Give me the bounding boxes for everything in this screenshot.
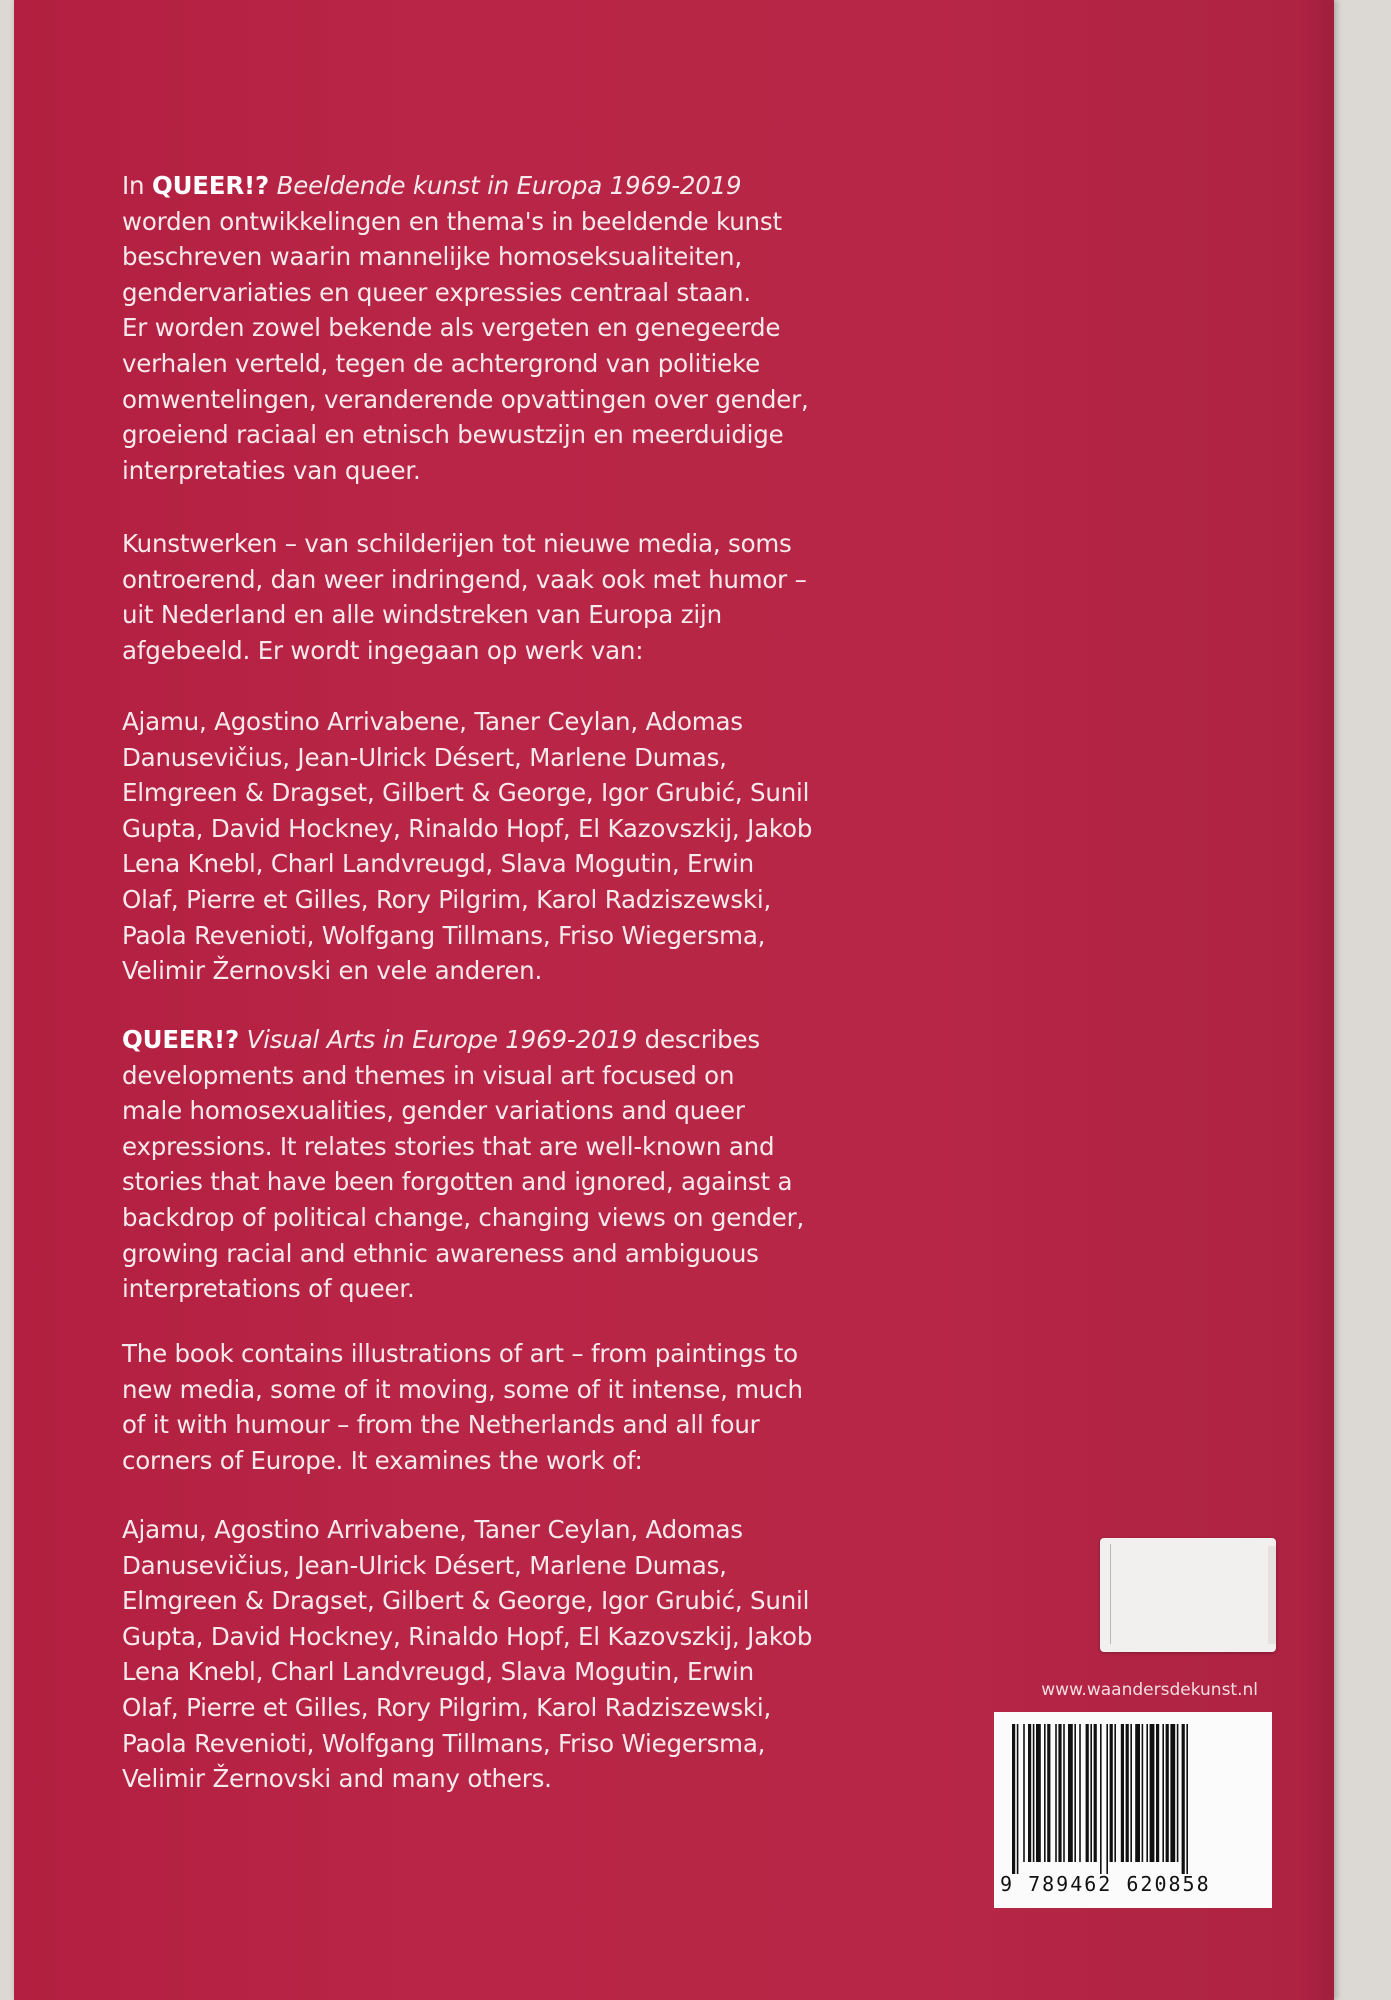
barcode-bar	[1028, 1724, 1031, 1862]
sticker-fold-line	[1110, 1544, 1111, 1644]
text-line: worden ontwikkelingen en thema's in beeldende kunst	[122, 206, 782, 236]
text-line: Kunstwerken – van schilderijen tot nieuwe media, soms	[122, 529, 792, 558]
barcode-bar	[1017, 1724, 1019, 1874]
text-line: Gupta, David Hockney, Rinaldo Hopf, El Kazovszkij, Jakob	[122, 813, 813, 843]
barcode-bar	[1114, 1724, 1116, 1862]
english-intro-first-line	[122, 1022, 882, 1058]
barcode-bar	[1058, 1724, 1061, 1862]
barcode-bar	[1126, 1724, 1129, 1862]
text-line: Paola Revenioti, Wolfgang Tillmans, Friso Wiegersma,	[122, 920, 766, 950]
english-book-title-bold: QUEER!?	[122, 1025, 240, 1054]
barcode-bars	[1012, 1724, 1254, 1874]
text-line: Er worden zowel bekende als vergeten en genegeerde	[122, 313, 781, 343]
text-line: backdrop of political change, changing views on gender,	[122, 1202, 805, 1232]
text-line: interpretations of queer.	[122, 1274, 415, 1304]
barcode-bar	[1166, 1724, 1169, 1862]
english-book-title-italic: Visual Arts in Europe 1969-2019	[239, 1025, 638, 1054]
isbn-barcode	[994, 1712, 1272, 1908]
text-line: groeiend raciaal en etnisch bewustzijn en meerduidige	[122, 420, 784, 450]
text-line: Danusevičius, Jean-Ulrick Désert, Marlene Dumas,	[122, 1550, 727, 1580]
barcode-bar	[1086, 1724, 1089, 1862]
text-line: new media, some of it moving, some of it intense, much	[122, 1374, 803, 1404]
text-line: stories that have been forgotten and ignored, against a	[122, 1167, 793, 1197]
text-line: Velimir Žernovski and many others.	[122, 1764, 552, 1794]
english-intro-suffix: describes	[637, 1025, 760, 1054]
text-line: Elmgreen & Dragset, Gilbert & George, Igor Grubić, Sunil	[122, 778, 810, 808]
barcode-bar	[1146, 1724, 1148, 1862]
english-artists-list	[122, 1512, 882, 1797]
barcode-bar	[1142, 1724, 1144, 1862]
barcode-bar	[1079, 1724, 1081, 1862]
barcode-bar	[1177, 1724, 1179, 1862]
barcode-bar	[1047, 1724, 1050, 1862]
dutch-artworks-paragraph	[122, 526, 882, 668]
barcode-bar	[1033, 1724, 1035, 1862]
isbn-digits: 9 789462 620858	[1000, 1872, 1211, 1896]
barcode-bar	[1130, 1724, 1132, 1862]
barcode-bar	[1044, 1724, 1046, 1862]
barcode-bar	[1100, 1724, 1102, 1874]
dutch-intro-prefix: In	[122, 171, 152, 200]
text-line: verhalen verteld, tegen de achtergrond van politieke	[122, 348, 760, 378]
barcode-bar	[1186, 1724, 1188, 1874]
text-line: expressions. It relates stories that are well-known and	[122, 1131, 775, 1161]
dutch-intro-first-line	[122, 168, 882, 204]
text-line: Velimir Žernovski en vele anderen.	[122, 956, 543, 986]
text-line: growing racial and ethnic awareness and ambiguous	[122, 1238, 759, 1268]
dutch-book-title-italic: Beeldende kunst in Europa 1969-2019	[269, 171, 742, 200]
text-line: Olaf, Pierre et Gilles, Rory Pilgrim, Karol Radziszewski,	[122, 1692, 772, 1722]
text-line: afgebeeld. Er wordt ingegaan op werk van:	[122, 635, 644, 665]
text-line: Ajamu, Agostino Arrivabene, Taner Ceylan, Adomas	[122, 1515, 743, 1544]
barcode-bar	[1150, 1724, 1155, 1862]
barcode-bar	[1135, 1724, 1140, 1862]
dutch-intro-paragraph	[122, 168, 882, 488]
text-line: ontroerend, dan weer indringend, vaak ook met humor –	[122, 564, 807, 594]
text-line: Paola Revenioti, Wolfgang Tillmans, Friso Wiegersma,	[122, 1728, 766, 1758]
english-artworks-paragraph	[122, 1336, 882, 1478]
barcode-bar	[1023, 1724, 1025, 1862]
text-line: The book contains illustrations of art – from paintings to	[122, 1339, 798, 1368]
barcode-bar	[1162, 1724, 1164, 1862]
barcode-bar	[1121, 1724, 1124, 1862]
text-line: corners of Europe. It examines the work of:	[122, 1445, 643, 1475]
barcode-bar	[1106, 1724, 1108, 1874]
barcode-bar	[1063, 1724, 1065, 1862]
dutch-book-title-bold: QUEER!?	[151, 171, 269, 200]
dutch-artists-list	[122, 704, 882, 989]
barcode-bar	[1182, 1724, 1185, 1874]
publisher-url: www.waandersdekunst.nl	[1041, 1680, 1258, 1700]
text-line: uit Nederland en alle windstreken van Europa zijn	[122, 600, 722, 630]
barcode-bar	[1055, 1724, 1057, 1862]
text-line: Gupta, David Hockney, Rinaldo Hopf, El Kazovszkij, Jakob	[122, 1621, 813, 1651]
price-sticker	[1100, 1538, 1276, 1652]
text-line: omwentelingen, veranderende opvattingen over gender,	[122, 384, 809, 414]
text-line: male homosexualities, gender variations and queer	[122, 1096, 745, 1126]
text-line: beschreven waarin mannelijke homoseksualiteiten,	[122, 242, 742, 272]
barcode-bar	[1094, 1724, 1097, 1862]
text-line: gendervariaties en queer expressies centraal staan.	[122, 277, 751, 307]
text-line: Ajamu, Agostino Arrivabene, Taner Ceylan, Adomas	[122, 707, 743, 736]
english-intro-paragraph	[122, 1022, 882, 1307]
barcode-bar	[1170, 1724, 1175, 1862]
text-line: of it with humour – from the Netherlands and all four	[122, 1410, 760, 1440]
text-line: Olaf, Pierre et Gilles, Rory Pilgrim, Karol Radziszewski,	[122, 884, 772, 914]
barcode-bar	[1012, 1724, 1015, 1874]
text-line: Lena Knebl, Charl Landvreugd, Slava Mogutin, Erwin	[122, 849, 754, 879]
barcode-bar	[1074, 1724, 1076, 1862]
text-line: developments and themes in visual art focused on	[122, 1060, 735, 1090]
barcode-bar	[1090, 1724, 1092, 1862]
barcode-bar	[1068, 1724, 1073, 1862]
text-line: Danusevičius, Jean-Ulrick Désert, Marlene Dumas,	[122, 742, 727, 772]
cover-spine-shadow	[1298, 0, 1334, 2000]
barcode-bar	[1036, 1724, 1041, 1862]
text-line: interpretaties van queer.	[122, 455, 421, 485]
barcode-bar	[1156, 1724, 1159, 1862]
text-line: Lena Knebl, Charl Landvreugd, Slava Mogutin, Erwin	[122, 1657, 754, 1687]
barcode-bar	[1110, 1724, 1113, 1862]
text-line: Elmgreen & Dragset, Gilbert & George, Igor Grubić, Sunil	[122, 1586, 810, 1616]
sticker-tab	[1268, 1546, 1276, 1644]
